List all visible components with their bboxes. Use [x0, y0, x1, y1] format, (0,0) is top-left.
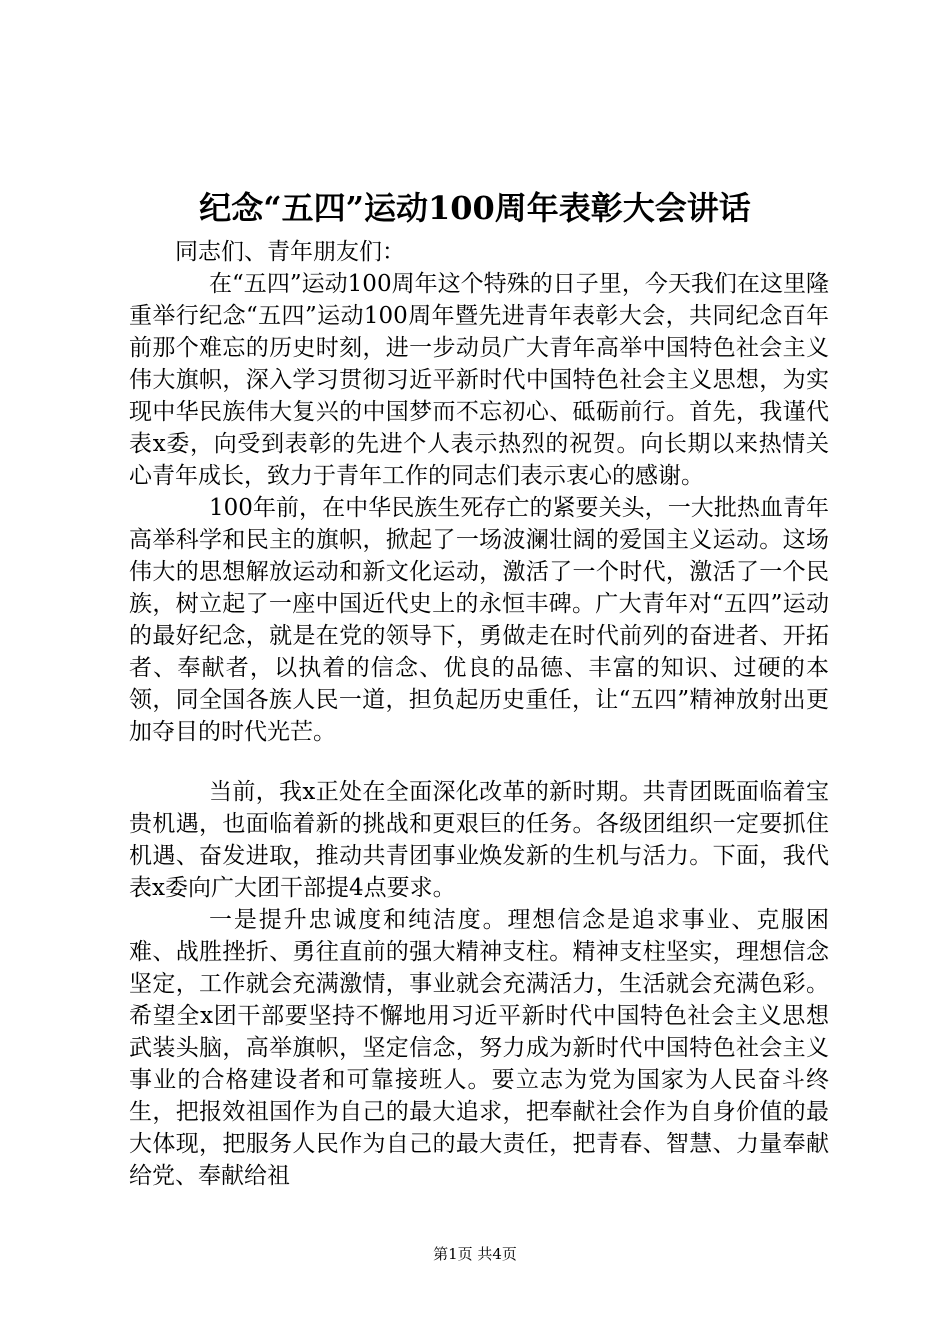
- paragraph-2: 100年前，在中华民族生死存亡的紧要关头，一大批热血青年高举科学和民主的旗帜，掀起了一场波澜壮阔的爱国主义运动。这场伟大的思想解放运动和新文化运动，激活了一个时代，激活了一个民族，树立起了一座中国近代史上的永恒丰碑。广大青年对“五四”运动的最好纪念，就是在党的领导下，勇做走在时代前列的奋进者、开拓者、奉献者，以执着的信念、优良的品德、丰富的知识、过硬的本领，同全国各族人民一道，担负起历史重任，让“五四”精神放射出更加夺目的时代光芒。: [129, 495, 829, 745]
- greeting: 同志们、青年朋友们：: [175, 239, 405, 265]
- document-body: [129, 236, 829, 1192]
- paragraph-3: 当前，我x正处在全面深化改革的新时期。共青团既面临着宝贵机遇，也面临着新的挑战和更艰巨的任务。各级团组织一定要抓住机遇、奋发进取，推动共青团事业焕发新的生机与活力。下面，我代表x委向广大团干部提4点要求。: [129, 779, 829, 901]
- page-footer: 第1页 共4页: [433, 1245, 517, 1263]
- paragraph-1: 在“五四”运动100周年这个特殊的日子里，今天我们在这里隆重举行纪念“五四”运动100周年暨先进青年表彰大会，共同纪念百年前那个难忘的历史时刻，进一步动员广大青年高举中国特色社会主义伟大旗帜，深入学习贯彻习近平新时代中国特色社会主义思想，为实现中华民族伟大复兴的中国梦而不忘初心、砥砺前行。首先，我谨代表x委，向受到表彰的先进个人表示热烈的祝贺。向长期以来热情关心青年成长，致力于青年工作的同志们表示衷心的感谢。: [129, 271, 829, 489]
- paragraph-4: 一是提升忠诚度和纯洁度。理想信念是追求事业、克服困难、战胜挫折、勇往直前的强大精神支柱。精神支柱坚实，理想信念坚定，工作就会充满激情，事业就会充满活力，生活就会充满色彩。希望全x团干部要坚持不懈地用习近平新时代中国特色社会主义思想武装头脑，高举旗帜，坚定信念，努力成为新时代中国特色社会主义事业的合格建设者和可靠接班人。要立志为党为国家为人民奋斗终生，把报效祖国作为自己的最大追求，把奉献社会作为自身价值的最大体现，把服务人民作为自己的最大责任，把青春、智慧、力量奉献给党、奉献给祖: [129, 907, 829, 1189]
- document-title: 纪念“五四”运动100周年表彰大会讲话: [199, 189, 751, 227]
- paragraph-gap: [129, 748, 829, 776]
